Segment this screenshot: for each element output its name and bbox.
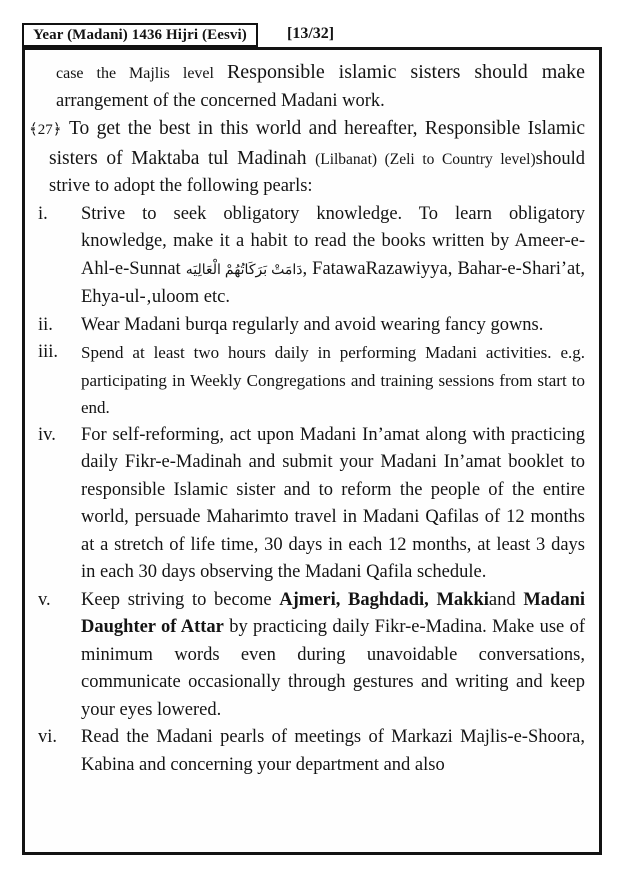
intro-segment-large: Responsible islamic sisters should make (226, 61, 585, 83)
pearl-ii-text: Wear Madani burqa regularly and avoid wearing fancy gowns. (81, 314, 544, 335)
pearl-ii-numeral: ii. (38, 314, 53, 335)
intro-paragraph (25, 59, 585, 115)
pearl-v-and: and (488, 589, 524, 610)
pearl-item-iv (25, 422, 585, 587)
pearl-i-numeral: i. (38, 203, 48, 224)
pearl-iv-text: For self-reforming, act upon Madani In’amat along with practicing daily Fikr-e-Madinah and submit your Madani In’amat booklet to responsible Islamic sister and to reform the people of the entire world, persuade Maharimto travel in Madani Qafilas of 12 months at a stretch of life time, 30 days in each 12 months, at least 3 days in each 30 days observing the Madani Qafila schedule. (81, 424, 585, 582)
year-label: Year (Madani) 1436 Hijri (Eesvi) (33, 26, 247, 43)
item-27-ornate-marker: ﴾27﴿ (29, 122, 62, 138)
item-27-text-end: should strive to adopt the following pearls: (49, 148, 585, 196)
pearl-iii-text: Spend at least two hours daily in performing Madani activities. e.g. participating in Weekly Congregations and training sessions from start to end. (81, 343, 585, 417)
pearl-item-vi (25, 724, 585, 779)
numbered-item-27 (25, 115, 585, 201)
pearl-v-bold-title-2: Madani Daughter of Attar (81, 589, 585, 637)
item-27-text: To get the best in this world and hereafter, Responsible Islamic sisters of Maktaba tul Madinah (49, 118, 585, 169)
page-header-year-box (22, 23, 258, 47)
pearl-iii-numeral: iii. (38, 342, 59, 362)
pearl-i-text-end: , FatawaRazawiyya, Bahar-e-Shari’at, Ehya-ul-‚uloom etc. (81, 258, 585, 307)
pearl-item-v (25, 587, 585, 725)
content-frame (22, 47, 602, 855)
pearl-item-iii (25, 339, 585, 422)
pearl-i-text: Strive to seek obligatory knowledge. To learn obligatory knowledge, make it a habit to read the books written by Ameer-e-Ahl-e-Sunnat (81, 203, 585, 279)
intro-segment-small: case the Majlis level (56, 65, 227, 82)
pearl-item-i (25, 201, 585, 312)
intro-segment-rest: arrangement of the concerned Madani work. (56, 90, 385, 111)
page-indicator: [13/32] (287, 25, 335, 42)
pearl-v-numeral: v. (38, 589, 51, 610)
pearl-vi-numeral: vi. (38, 727, 58, 747)
pearl-vi-text: Read the Madani pearls of meetings of Markazi Majlis-e-Shoora, Kabina and concerning your department and also (81, 727, 585, 775)
pearl-v-bold-titles: Ajmeri, Baghdadi, Makki (279, 589, 489, 610)
item-27-parenthetical: (Lilbanat) (Zeli to Country level) (315, 150, 536, 168)
pearl-item-ii (25, 312, 585, 340)
pearl-v-text-end: by practicing daily Fikr-e-Madina. Make use of minimum words even during unavoidable conversations, communicate occasionally through gestures and writing and keep your eyes lowered. (81, 617, 585, 720)
arabic-honorific: دَامَتْ بَرَكَاتُهُمْ الْعَالِيَه (185, 262, 303, 278)
pearl-iv-numeral: iv. (38, 424, 56, 445)
pearl-v-text: Keep striving to become (81, 589, 280, 610)
